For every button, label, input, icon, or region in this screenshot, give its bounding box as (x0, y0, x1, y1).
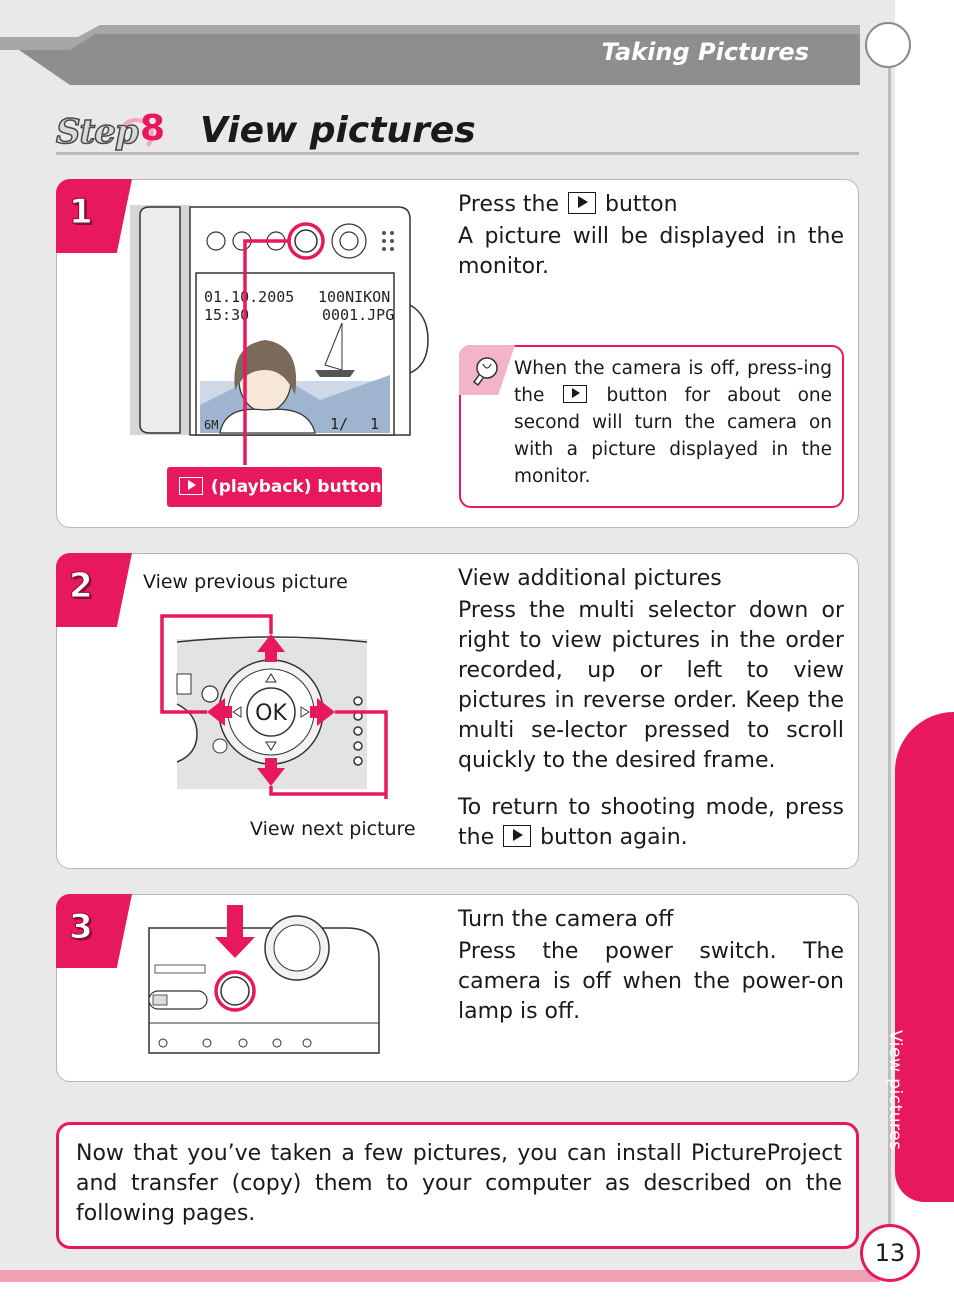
side-tab-label: View pictures (885, 1030, 905, 1151)
step1-number: 1 (69, 192, 93, 232)
step3-number-tab (56, 894, 132, 968)
step2-body: Press the multi selector down or right to view pictures in the order recorded, up or left to view pictures in reverse order. Keep the multi se-lector pressed to scroll quickly to the desired frame. (458, 598, 844, 773)
playback-button-callout (167, 467, 382, 507)
section-title: Taking Pictures (601, 38, 809, 66)
bottom-bar (0, 1270, 880, 1282)
step2-body-return (458, 793, 844, 853)
tip-text-post: button for about one second will turn the camera on with a picture displayed in the monitor. (514, 385, 832, 487)
step-logo: Step (56, 112, 138, 152)
step1-number-tab (56, 179, 132, 253)
step1-panel (56, 179, 859, 528)
camera-top-illustration (147, 903, 383, 1058)
step1-heading (458, 192, 678, 217)
step1-body: A picture will be displayed in the monitor. (458, 224, 844, 279)
step3-heading: Turn the camera off (458, 907, 674, 932)
playback-icon (179, 477, 203, 495)
step2-number: 2 (69, 566, 93, 606)
step2-number-tab (56, 553, 132, 627)
page-title: View pictures (200, 110, 476, 151)
caption-view-previous: View previous picture (143, 571, 348, 593)
transfer-note-text: Now that you’ve taken a few pictures, you can install PictureProject and transfer (copy) them to your computer as described on the following pages. (76, 1141, 842, 1226)
step3-panel (56, 894, 859, 1082)
step1-heading-pre: Press the (458, 192, 559, 217)
step2-heading: View additional pictures (458, 566, 722, 591)
lcd-count: 1 (370, 415, 380, 433)
step2-panel (56, 553, 859, 869)
step2-body-return-post: button again. (540, 825, 688, 850)
lcd-frame: 1/ (330, 415, 349, 433)
lcd-folder: 100NIKON (318, 288, 391, 306)
playback-icon (503, 825, 531, 847)
step2-body-return-pre: To return to shooting mode, press the (458, 795, 844, 850)
step3-body: Press the power switch. The camera is off when the power-on lamp is off. (458, 939, 844, 1024)
lightbulb-icon (469, 355, 501, 389)
camera-back-illustration (130, 205, 430, 465)
corner-circle-decoration (865, 22, 911, 68)
tip-text-pre: When the camera is off, press-ing the (514, 358, 832, 406)
lcd-image-size: 6M (204, 418, 219, 432)
transfer-note-box (56, 1122, 859, 1249)
tip-box (459, 345, 844, 508)
playback-icon (568, 192, 596, 214)
playback-callout-text: (playback) button (210, 477, 382, 497)
lcd-time: 15:30 (204, 306, 250, 324)
step3-number: 3 (69, 907, 93, 947)
step1-heading-post: button (605, 192, 678, 217)
title-underline (56, 152, 859, 155)
multi-selector-illustration (152, 604, 392, 814)
step-number: 8 (140, 108, 166, 149)
tip-text (514, 355, 832, 490)
caption-view-next: View next picture (250, 818, 416, 840)
ok-button-label: OK (255, 701, 287, 726)
playback-icon (563, 385, 587, 403)
lcd-file: 0001.JPG (322, 306, 395, 324)
page-number: 13 (860, 1224, 920, 1282)
lcd-date: 01.10.2005 (204, 288, 295, 306)
